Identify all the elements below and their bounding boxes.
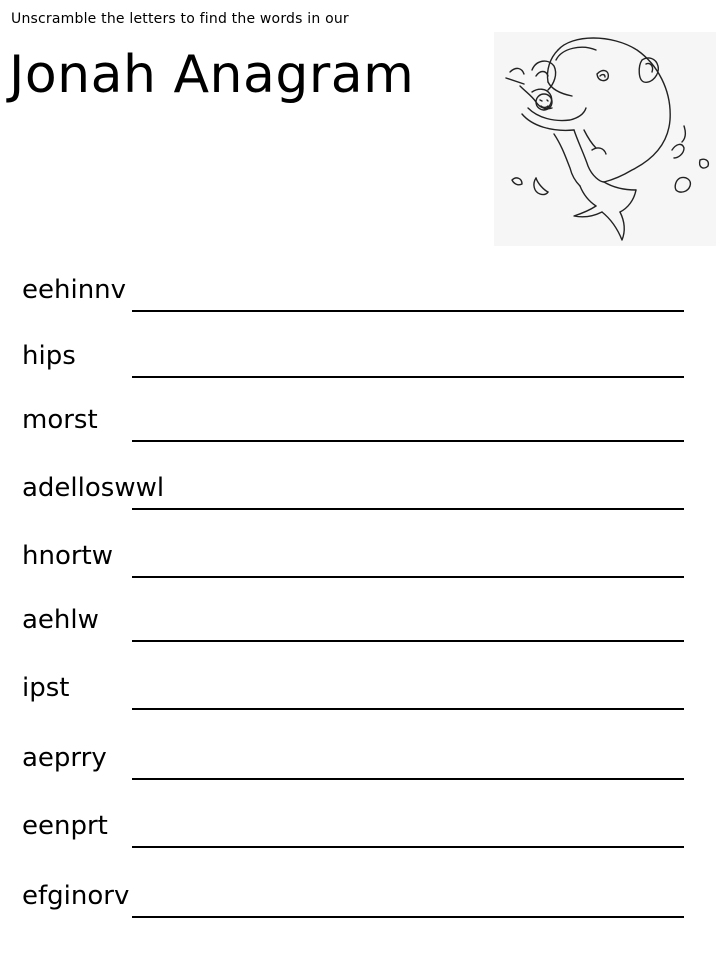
anagram-row — [22, 338, 684, 378]
scrambled-word: aeprry — [22, 743, 107, 773]
scrambled-word: eenprt — [22, 811, 108, 841]
answer-line[interactable] — [132, 310, 684, 312]
answer-line[interactable] — [132, 440, 684, 442]
scrambled-word: adelloswwl — [22, 473, 165, 503]
scrambled-word: ipst — [22, 673, 70, 703]
anagram-row — [22, 538, 684, 578]
answer-line[interactable] — [132, 376, 684, 378]
anagram-row — [22, 878, 684, 918]
answer-line[interactable] — [132, 846, 684, 848]
anagram-row — [22, 402, 684, 442]
answer-line[interactable] — [132, 576, 684, 578]
scrambled-word: aehlw — [22, 605, 99, 635]
scrambled-word: hips — [22, 341, 76, 371]
answer-line[interactable] — [132, 708, 684, 710]
anagram-row — [22, 808, 684, 848]
anagram-row — [22, 470, 684, 510]
answer-line[interactable] — [132, 916, 684, 918]
scrambled-word: eehinnv — [22, 275, 127, 305]
answer-line[interactable] — [132, 778, 684, 780]
anagram-row — [22, 602, 684, 642]
answer-line[interactable] — [132, 508, 684, 510]
scrambled-word: efginorv — [22, 881, 130, 911]
anagram-row — [22, 272, 684, 312]
instruction-text: Unscramble the letters to find the words in our — [11, 11, 349, 27]
scrambled-word: hnortw — [22, 541, 114, 571]
answer-line[interactable] — [132, 640, 684, 642]
anagram-row — [22, 740, 684, 780]
whale-with-jonah-icon — [492, 30, 718, 248]
anagram-row — [22, 670, 684, 710]
page-title: Jonah Anagram — [9, 45, 415, 105]
scrambled-word: morst — [22, 405, 98, 435]
